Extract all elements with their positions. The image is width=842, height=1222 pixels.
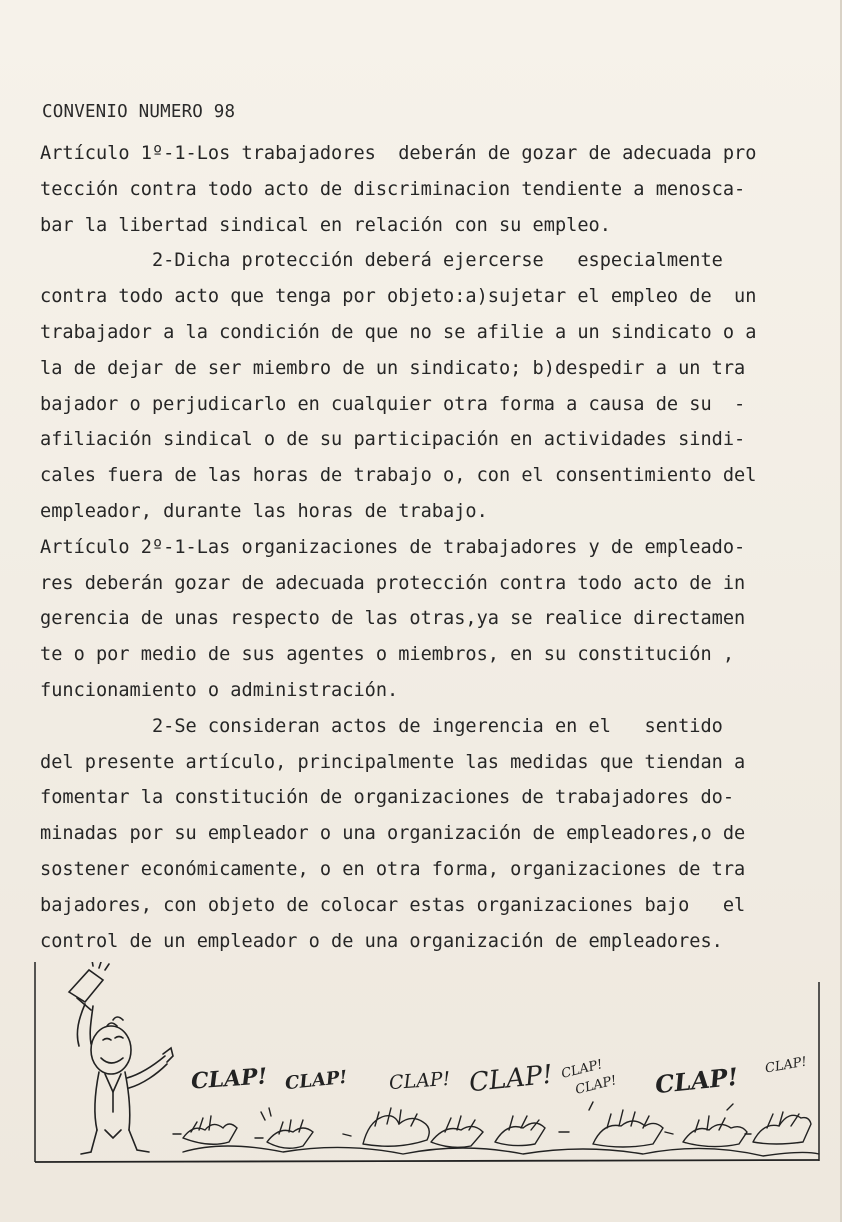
- text-line: 2-Se consideran actos de ingerencia en el sentido: [40, 715, 723, 737]
- cheering-man-figure: [69, 962, 173, 1154]
- clapping-hands-crowd: [173, 1102, 819, 1156]
- text-line: Artículo 1º-1-Los trabajadores deberán de gozar de adecuada pro: [40, 143, 757, 164]
- text-line: bar la libertad sindical en relación con su empleo.: [40, 214, 611, 236]
- text-line: 2-Dicha protección deberá ejercerse especialmente: [40, 250, 723, 272]
- text-line: bajadores, con objeto de colocar estas organizaciones bajo el: [40, 894, 746, 916]
- clap-label: CLAP!: [559, 1057, 605, 1082]
- text-line: te o por medio de sus agentes o miembros, en su constitución ,: [40, 644, 735, 666]
- cartoon-illustration: [33, 962, 825, 1166]
- text-line: fomentar la constitución de organizaciones de trabajadores do-: [40, 787, 735, 809]
- text-line: funcionamiento o administración.: [40, 679, 399, 701]
- text-line: Artículo 2º-1-Las organizaciones de trabajadores y de empleado-: [40, 536, 746, 558]
- text-line: empleador, durante las horas de trabajo.: [40, 500, 488, 522]
- clap-label: CLAP!: [284, 1066, 349, 1095]
- text-line: del presente artículo, principalmente las medidas que tiendan a: [40, 751, 746, 773]
- text-line: trabajador a la condición de que no se afilie a un sindicato o a: [40, 321, 757, 343]
- text-line: la de dejar de ser miembro de un sindicato; b)despedir a un tra: [40, 357, 746, 379]
- text-line: tección contra todo acto de discriminacion tendiente a menosca-: [40, 178, 746, 200]
- text-line: res deberán gozar de adecuada protección contra todo acto de in: [40, 572, 746, 594]
- text-line: bajador o perjudicarlo en cualquier otra forma a causa de su -: [40, 393, 746, 415]
- text-line: cales fuera de las horas de trabajo o, con el consentimiento del: [40, 465, 757, 487]
- clap-label: CLAP!: [653, 1061, 740, 1100]
- clap-label: CLAP!: [388, 1067, 451, 1095]
- text-line: afiliación sindical o de su participación en actividades sindi-: [40, 429, 746, 451]
- text-line: sostener económicamente, o en otra forma, organizaciones de tra: [40, 858, 746, 880]
- clap-label: CLAP!: [467, 1059, 555, 1099]
- text-line: contra todo acto que tenga por objeto:a)sujetar el empleo de un: [40, 286, 757, 308]
- document-body: [40, 136, 810, 959]
- text-line: control de un empleador o de una organización de empleadores.: [40, 930, 723, 952]
- text-line: gerencia de unas respecto de las otras,ya se realice directamen: [40, 608, 746, 630]
- clap-label: CLAP!: [573, 1073, 619, 1098]
- text-line: minadas por su empleador o una organización de empleadores,o de: [40, 823, 746, 845]
- clap-label: CLAP!: [190, 1063, 269, 1095]
- document-title: CONVENIO NUMERO 98: [42, 102, 236, 122]
- clap-label: CLAP!: [764, 1054, 808, 1077]
